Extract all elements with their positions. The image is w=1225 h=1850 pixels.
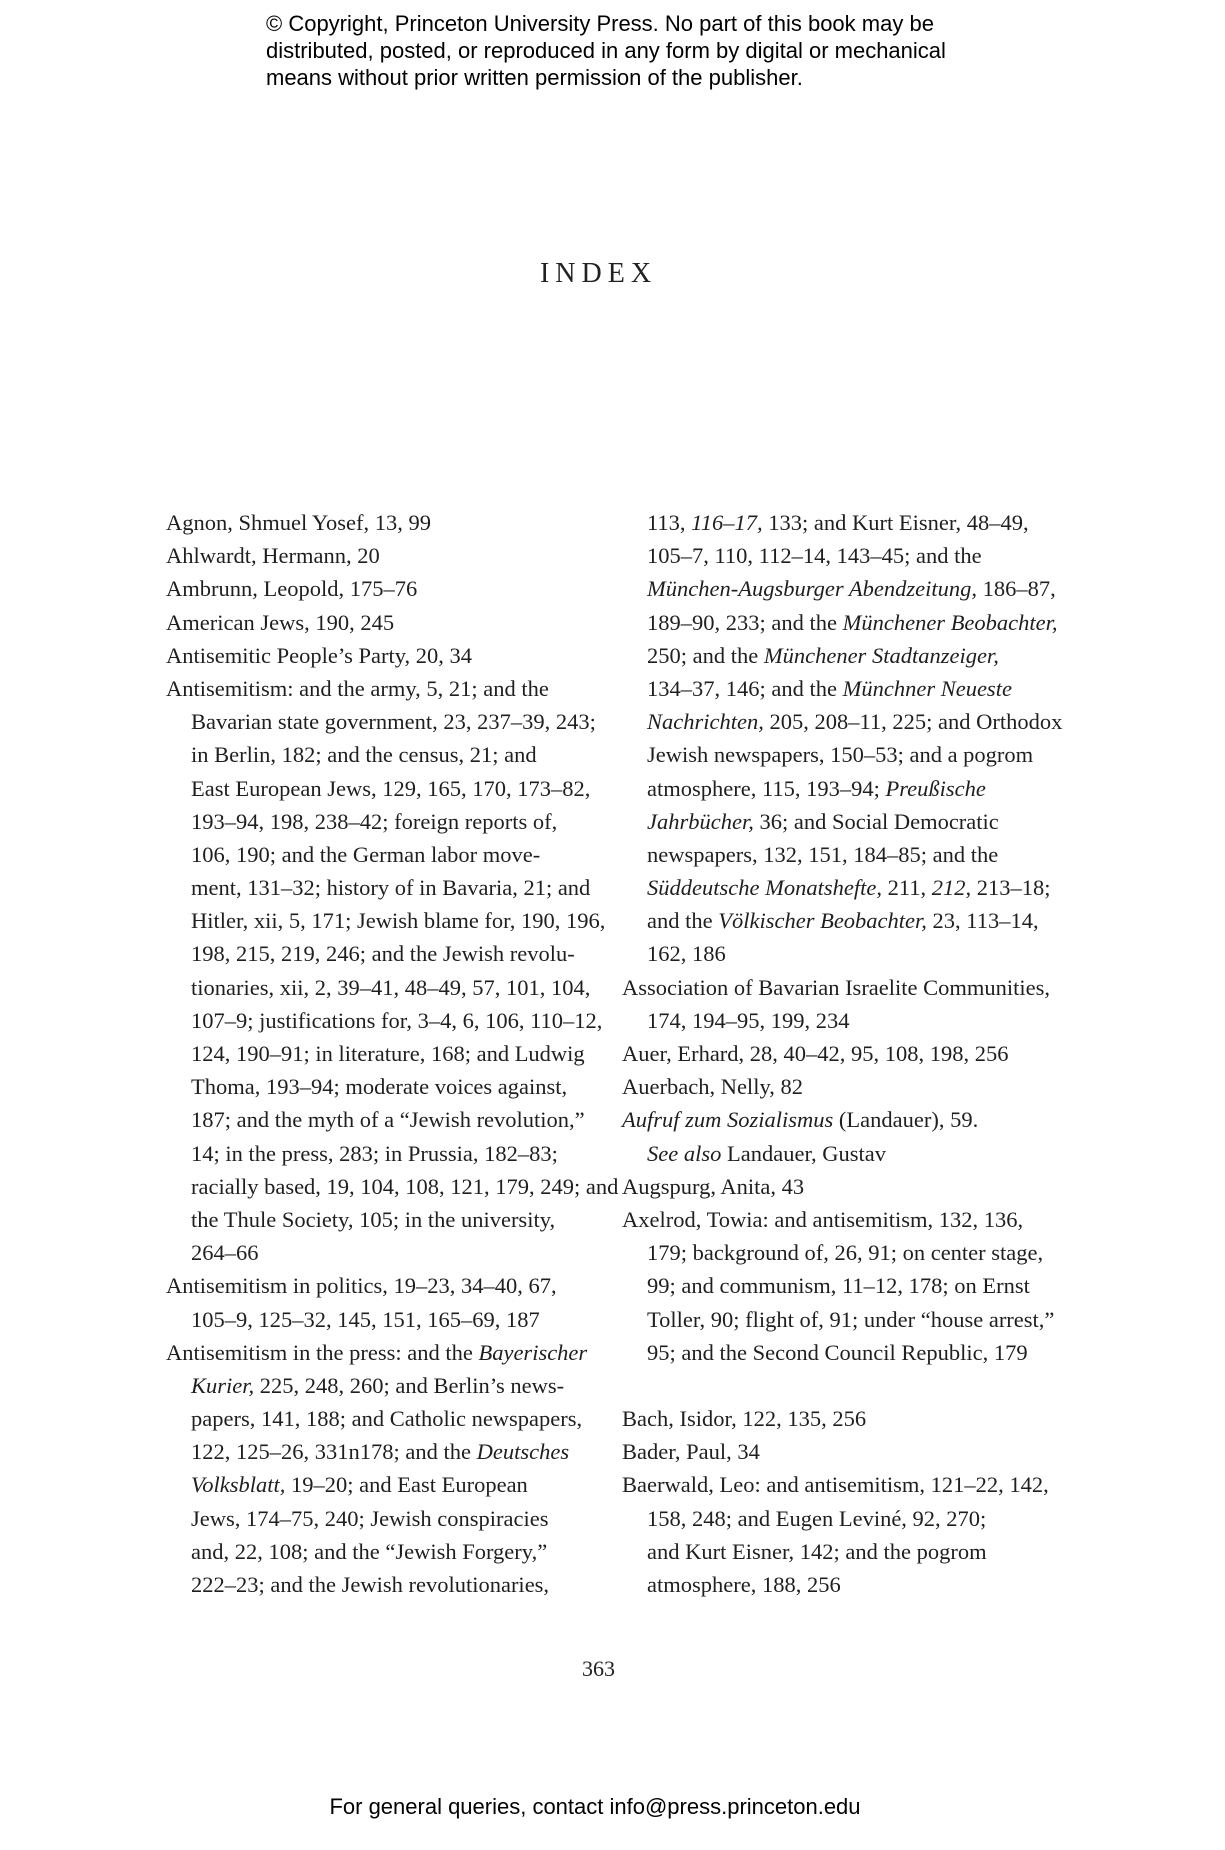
copyright-line: © Copyright, Princeton University Press. No part of this book may be — [266, 11, 934, 36]
italic-title: Bayerischer — [478, 1339, 588, 1365]
index-text: Jewish newspapers, 150–53; and a pogrom — [647, 742, 1034, 768]
index-line-continuation — [166, 1137, 586, 1170]
index-entry — [622, 1037, 1042, 1070]
index-text: Bach, Isidor, 122, 135, 256 — [622, 1406, 867, 1432]
index-line-continuation — [166, 1037, 586, 1070]
index-line-continuation — [166, 871, 591, 904]
index-text: East European Jews, 129, 165, 170, 173–82, — [191, 775, 591, 801]
index-entry — [166, 639, 586, 672]
index-line-continuation — [622, 639, 1042, 672]
index-entry — [622, 1070, 1042, 1103]
page-title: INDEX — [539, 258, 658, 289]
index-line-continuation — [166, 838, 586, 871]
index-text: 14; in the press, 283; in Prussia, 182–83; — [191, 1140, 558, 1166]
copyright-line: distributed, posted, or reproduced in any form by digital or mechanical — [266, 38, 946, 63]
italic-title: Aufruf zum Sozialismus — [622, 1107, 834, 1133]
index-text: 95; and the Second Council Republic, 179 — [647, 1339, 1028, 1365]
index-line-continuation — [166, 1468, 586, 1501]
index-line-continuation — [166, 1435, 586, 1468]
index-line-continuation — [622, 1336, 1042, 1369]
copyright-line: means without prior written permission of the publisher. — [266, 65, 803, 90]
index-text: atmosphere, 115, 193–94; — [647, 775, 886, 801]
index-line-continuation — [166, 1402, 586, 1435]
index-text: 198, 215, 219, 246; and the Jewish revolu- — [191, 941, 575, 967]
italic-title: Kurier, — [191, 1372, 255, 1398]
index-line-continuation — [166, 1502, 586, 1535]
index-line-continuation — [166, 1303, 586, 1336]
index-line-continuation — [166, 705, 596, 738]
index-line-continuation — [166, 904, 606, 937]
index-text: Landauer, Gustav — [721, 1140, 887, 1166]
index-text: Ambrunn, Leopold, 175–76 — [166, 576, 418, 602]
index-entry — [622, 1170, 1042, 1203]
index-text: 99; and communism, 11–12, 178; on Ernst — [647, 1273, 1030, 1299]
index-line-continuation — [622, 871, 1051, 904]
italic-title: 212, — [931, 875, 972, 901]
italic-title: Preußische — [885, 775, 986, 801]
index-text: Toller, 90; flight of, 91; under “house arrest,” — [647, 1306, 1055, 1332]
index-text: 250; and the — [647, 642, 764, 668]
index-line-continuation — [166, 1103, 586, 1136]
index-entry — [166, 539, 586, 572]
index-line-continuation — [622, 672, 1042, 705]
index-line-continuation — [622, 606, 1058, 639]
index-text: 186–87, — [976, 576, 1056, 602]
index-text: 113, — [647, 510, 692, 535]
page-number: 363 — [582, 1656, 615, 1681]
italic-title: Münchener Beobachter, — [842, 609, 1058, 635]
index-text: 174, 194–95, 199, 234 — [647, 1007, 850, 1033]
italic-title: Nachrichten, — [647, 709, 764, 735]
index-text: 105–7, 110, 112–14, 143–45; and the — [647, 543, 982, 569]
index-line-continuation — [622, 772, 1042, 805]
index-text: 23, 113–14, — [926, 908, 1039, 934]
index-text: 107–9; justifications for, 3–4, 6, 106, 110–12, — [191, 1007, 603, 1033]
footer-contact: For general queries, contact info@press.princeton.edu — [329, 1794, 861, 1819]
index-line-continuation — [622, 539, 1042, 572]
index-gap — [622, 1369, 1042, 1402]
index-text: in Berlin, 182; and the census, 21; and — [191, 742, 537, 768]
index-entry — [622, 1468, 1049, 1501]
index-text: atmosphere, 188, 256 — [647, 1572, 841, 1597]
index-text: tionaries, xii, 2, 39–41, 48–49, 57, 101, 104, — [191, 974, 591, 1000]
index-entry — [622, 971, 1051, 1004]
index-text: papers, 141, 188; and Catholic newspapers, — [191, 1406, 583, 1432]
index-text: Axelrod, Towia: and antisemitism, 132, 136, — [622, 1206, 1024, 1232]
italic-title: Münchener Stadtanzeiger, — [763, 642, 999, 668]
index-line-continuation — [622, 1303, 1055, 1336]
italic-title: Deutsches — [476, 1439, 570, 1465]
index-line-continuation — [622, 506, 1042, 539]
index-line-continuation — [166, 1070, 586, 1103]
index-line-continuation — [622, 1236, 1042, 1269]
index-text: 36; and Social Democratic — [753, 808, 999, 834]
index-line-continuation — [622, 904, 1042, 937]
index-line-continuation — [622, 572, 1056, 605]
index-line-continuation — [622, 1137, 1042, 1170]
index-text: and the — [647, 908, 719, 934]
index-text: Auerbach, Nelly, 82 — [622, 1074, 803, 1100]
index-line-continuation — [166, 1568, 586, 1601]
index-text: 179; background of, 26, 91; on center stage, — [647, 1240, 1044, 1266]
index-line-continuation — [622, 805, 1042, 838]
index-text: Association of Bavarian Israelite Communities, — [622, 974, 1051, 1000]
index-column-right — [622, 506, 1063, 1601]
italic-title: Süddeutsche Monatshefte, — [647, 875, 882, 901]
index-text: (Landauer), 59. — [833, 1107, 979, 1133]
index-text: American Jews, 190, 245 — [166, 609, 395, 635]
index-text: ment, 131–32; history of in Bavaria, 21; and — [191, 875, 591, 901]
index-line-continuation — [622, 705, 1063, 738]
index-text: 134–37, 146; and the — [647, 675, 843, 701]
index-text: 158, 248; and Eugen Leviné, 92, 270; — [647, 1505, 987, 1531]
italic-title: Völkischer Beobachter, — [718, 908, 927, 934]
index-entry — [166, 506, 586, 539]
index-text: Bavarian state government, 23, 237–39, 243; — [191, 709, 596, 735]
index-text: 124, 190–91; in literature, 168; and Ludwig — [191, 1041, 585, 1066]
index-text: 193–94, 198, 238–42; foreign reports of, — [191, 808, 558, 834]
index-text: Antisemitism in the press: and the — [166, 1339, 479, 1365]
index-line-continuation — [622, 1269, 1042, 1302]
index-text: 264–66 — [191, 1240, 259, 1266]
index-text: Agnon, Shmuel Yosef, 13, 99 — [166, 510, 432, 535]
index-line-continuation — [166, 1170, 619, 1203]
index-line-continuation — [622, 1535, 1042, 1568]
index-text: Antisemitism: and the army, 5, 21; and the — [166, 675, 549, 701]
index-entry — [166, 672, 586, 705]
italic-title: Münchner Neueste — [842, 675, 1012, 701]
index-text: 162, 186 — [647, 941, 726, 967]
index-text: 211, — [881, 875, 932, 901]
index-line-continuation — [166, 937, 586, 970]
index-text: Jews, 174–75, 240; Jewish conspiracies — [191, 1505, 549, 1531]
index-line-continuation — [622, 1502, 1042, 1535]
index-entry — [622, 1103, 1042, 1136]
index-line-continuation — [622, 838, 1042, 871]
index-text: and, 22, 108; and the “Jewish Forgery,” — [191, 1538, 548, 1564]
index-line-continuation — [622, 1004, 1042, 1037]
index-entry — [166, 572, 586, 605]
index-entry — [166, 606, 586, 639]
index-text: 122, 125–26, 331n178; and the — [191, 1439, 477, 1465]
index-text: Baerwald, Leo: and antisemitism, 121–22, 142, — [622, 1472, 1049, 1498]
index-line-continuation — [166, 1236, 586, 1269]
index-line-continuation — [166, 1535, 586, 1568]
index-line-continuation — [622, 738, 1042, 771]
index-line-continuation — [166, 805, 586, 838]
index-entry — [166, 1269, 586, 1302]
italic-title: München-Augsburger Abendzeitung, — [647, 576, 977, 602]
index-entry — [622, 1435, 1042, 1468]
index-text: Auer, Erhard, 28, 40–42, 95, 108, 198, 256 — [622, 1041, 1009, 1066]
index-text: racially based, 19, 104, 108, 121, 179, 249; and — [191, 1173, 619, 1199]
copyright-notice — [266, 10, 1026, 91]
index-line-continuation — [166, 772, 591, 805]
index-text: 19–20; and East European — [285, 1472, 528, 1498]
index-text: the Thule Society, 105; in the university, — [191, 1206, 556, 1232]
index-text: and Kurt Eisner, 142; and the pogrom — [647, 1538, 987, 1564]
index-column-left — [166, 506, 619, 1601]
index-text: 133; and Kurt Eisner, 48–49, — [762, 510, 1029, 535]
index-text: 222–23; and the Jewish revolutionaries, — [191, 1572, 550, 1597]
index-text: Augspurg, Anita, 43 — [622, 1173, 805, 1199]
index-text: 225, 248, 260; and Berlin’s news- — [254, 1372, 565, 1398]
index-text: 106, 190; and the German labor move- — [191, 841, 541, 867]
index-text: Hitler, xii, 5, 171; Jewish blame for, 190, 196, — [191, 908, 606, 934]
index-text: Antisemitic People’s Party, 20, 34 — [166, 642, 473, 668]
index-entry — [622, 1203, 1042, 1236]
index-text: newspapers, 132, 151, 184–85; and the — [647, 841, 999, 867]
index-entry — [166, 1336, 586, 1369]
italic-title: 116–17, — [691, 510, 763, 535]
italic-title: Volksblatt, — [191, 1472, 286, 1498]
index-line-continuation — [166, 971, 591, 1004]
index-text: Antisemitism in politics, 19–23, 34–40, 67, — [166, 1273, 557, 1299]
italic-title: Jahrbücher, — [647, 808, 754, 834]
index-line-continuation — [166, 1004, 603, 1037]
index-line-continuation — [166, 738, 586, 771]
index-text: 105–9, 125–32, 145, 151, 165–69, 187 — [191, 1306, 540, 1332]
italic-title: See also — [647, 1140, 722, 1166]
index-text: Bader, Paul, 34 — [622, 1439, 760, 1465]
index-text: Thoma, 193–94; moderate voices against, — [191, 1074, 568, 1100]
index-text: 213–18; — [971, 875, 1051, 901]
index-line-continuation — [622, 1568, 1042, 1601]
index-line-continuation — [166, 1369, 586, 1402]
index-entry — [622, 1402, 1042, 1435]
index-text: 189–90, 233; and the — [647, 609, 843, 635]
index-text: 205, 208–11, 225; and Orthodox — [763, 709, 1063, 735]
index-line-continuation — [622, 937, 1042, 970]
index-text: Ahlwardt, Hermann, 20 — [166, 543, 380, 569]
index-text: 187; and the myth of a “Jewish revolution,” — [191, 1107, 585, 1133]
index-line-continuation — [166, 1203, 586, 1236]
